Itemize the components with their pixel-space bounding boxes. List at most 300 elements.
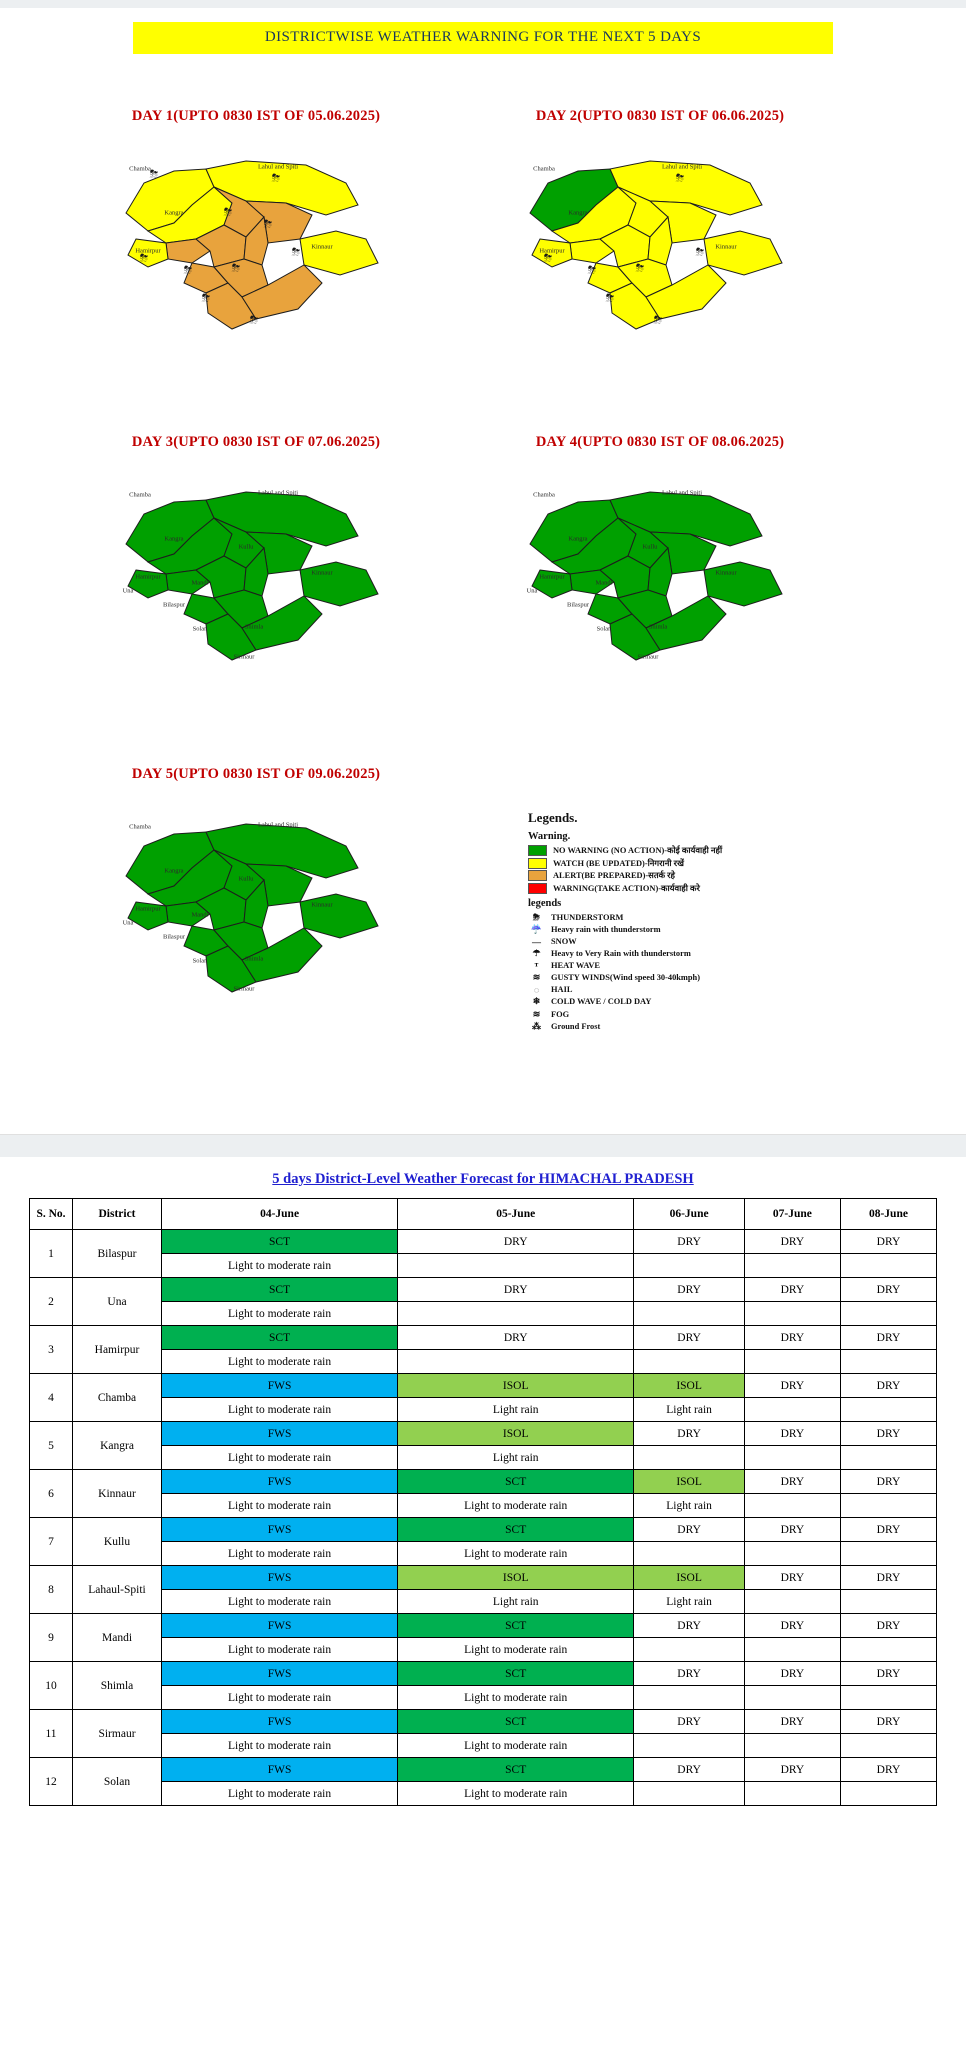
map-day-5-title: DAY 5(UPTO 0830 IST OF 09.06.2025): [131, 766, 381, 782]
legends-heading: Legends.: [528, 810, 578, 825]
legend-symbol-gusty-winds: [528, 972, 828, 983]
cell-sno: 8: [30, 1566, 73, 1614]
map-day-5-canvas: [96, 801, 416, 1021]
map-label-kinnaur: Kinnaur: [715, 569, 737, 577]
map-label-kullu: Kullu: [238, 543, 254, 551]
page-title: DISTRICTWISE WEATHER WARNING FOR THE NEXT 5 DAYS: [133, 22, 833, 54]
table-row-description: [30, 1638, 937, 1662]
legend-label: HAIL: [551, 985, 573, 994]
cell-forecast-description: Light to moderate rain: [162, 1638, 398, 1662]
maps-area: [0, 54, 966, 1134]
thunderstorm-icon: ⛈: [605, 292, 615, 305]
cell-forecast-description: Light to moderate rain: [162, 1446, 398, 1470]
cell-forecast-description: [744, 1734, 840, 1758]
legend-symbol-hail: [528, 985, 828, 995]
cell-district: Shimla: [73, 1662, 162, 1710]
cell-sno: 6: [30, 1470, 73, 1518]
cell-forecast-description: Light to moderate rain: [162, 1302, 398, 1326]
legend-symbol-ground-frost: [528, 1021, 828, 1032]
cell-forecast-description: Light to moderate rain: [162, 1254, 398, 1278]
cell-forecast-description: Light to moderate rain: [398, 1686, 634, 1710]
cell-forecast-code: FWS: [162, 1662, 398, 1686]
map-label-bilaspur: Bilaspur: [162, 933, 186, 941]
heavy-rain-icon: ☔: [530, 924, 543, 934]
table-row-description: [30, 1494, 937, 1518]
cell-forecast-description: [840, 1542, 936, 1566]
map-day-4-title: DAY 4(UPTO 0830 IST OF 08.06.2025): [535, 434, 785, 450]
thunderstorm-icon: ⛈: [695, 246, 705, 259]
cell-forecast-description: [840, 1302, 936, 1326]
cell-forecast-code: DRY: [634, 1710, 745, 1734]
cell-forecast-description: [840, 1350, 936, 1374]
cell-forecast-description: Light rain: [398, 1446, 634, 1470]
cell-forecast-code: FWS: [162, 1422, 398, 1446]
thunderstorm-icon: ⛈: [201, 292, 211, 305]
cell-forecast-description: [744, 1638, 840, 1662]
cell-forecast-code: DRY: [840, 1710, 936, 1734]
cell-forecast-description: [840, 1686, 936, 1710]
header-sno: S. No.: [30, 1199, 73, 1230]
cell-forecast-code: DRY: [634, 1230, 745, 1254]
cell-forecast-code: DRY: [840, 1662, 936, 1686]
legend-label: WARNING(TAKE ACTION)-कार्यवाही करे: [553, 883, 700, 893]
cell-forecast-description: [744, 1494, 840, 1518]
top-spacer: [0, 0, 966, 8]
map-label-hamirpur: Hamirpur: [539, 573, 565, 581]
cell-forecast-description: Light to moderate rain: [162, 1590, 398, 1614]
forecast-table: [29, 1198, 937, 1806]
thunderstorm-icon: ⛈: [587, 264, 597, 277]
cell-forecast-description: Light rain: [634, 1494, 745, 1518]
cell-forecast-description: [634, 1350, 745, 1374]
cell-forecast-description: Light to moderate rain: [398, 1494, 634, 1518]
cell-forecast-description: [840, 1734, 936, 1758]
table-row: [30, 1614, 937, 1638]
cell-forecast-code: FWS: [162, 1758, 398, 1782]
cell-forecast-description: [840, 1638, 936, 1662]
cell-forecast-description: Light to moderate rain: [398, 1734, 634, 1758]
cell-district: Kinnaur: [73, 1470, 162, 1518]
cell-forecast-code: DRY: [744, 1422, 840, 1446]
table-row-description: [30, 1782, 937, 1806]
thunderstorm-icon: ⛈: [271, 172, 281, 185]
cell-forecast-code: SCT: [398, 1662, 634, 1686]
map-day-5: [96, 766, 416, 1021]
cell-forecast-code: DRY: [840, 1518, 936, 1542]
cell-sno: 12: [30, 1758, 73, 1806]
map-day-2-canvas: [500, 143, 820, 353]
table-header-row: [30, 1199, 937, 1230]
cell-sno: 2: [30, 1278, 73, 1326]
cell-forecast-description: [840, 1590, 936, 1614]
map-label-shimla: Shimla: [244, 623, 264, 631]
header-day-4: 07-June: [744, 1199, 840, 1230]
cell-sno: 10: [30, 1662, 73, 1710]
map-label-sirmaur: Sirmaur: [233, 653, 255, 661]
cell-forecast-description: [744, 1350, 840, 1374]
map-day-3-canvas: [96, 469, 416, 689]
legends-symbols-heading: legends: [528, 897, 562, 909]
map-label-kangra: Kangra: [568, 209, 588, 217]
cell-district: Chamba: [73, 1374, 162, 1422]
cell-forecast-code: DRY: [744, 1326, 840, 1350]
map-label-chamba: Chamba: [533, 165, 555, 173]
map-label-chamba: Chamba: [129, 823, 151, 831]
legend-symbol-heavy-rain-thunderstorm: [528, 924, 828, 935]
map-day-3: [96, 434, 416, 689]
cell-forecast-code: DRY: [398, 1278, 634, 1302]
cell-district: Lahaul-Spiti: [73, 1566, 162, 1614]
cell-forecast-code: ISOL: [634, 1470, 745, 1494]
cell-forecast-code: DRY: [744, 1614, 840, 1638]
thunderstorm-icon: ⛈: [149, 168, 159, 181]
cell-forecast-code: FWS: [162, 1518, 398, 1542]
legend-symbol-thunderstorm: [528, 912, 828, 923]
cell-forecast-code: DRY: [744, 1278, 840, 1302]
legend-swatch-yellow: [528, 858, 547, 869]
map-label-kinnaur: Kinnaur: [311, 243, 333, 251]
legend-symbol-heavy-very-rain: [528, 948, 828, 959]
legend-swatch-orange: [528, 870, 547, 881]
header-day-3: 06-June: [634, 1199, 745, 1230]
table-row-description: [30, 1254, 937, 1278]
map-day-4: [500, 434, 820, 689]
cell-forecast-code: SCT: [162, 1230, 398, 1254]
heat-wave-icon: ᵀ: [534, 960, 539, 971]
cell-forecast-description: [634, 1446, 745, 1470]
cell-forecast-code: DRY: [840, 1614, 936, 1638]
map-label-mandi: Mandi: [191, 579, 209, 587]
table-row-description: [30, 1542, 937, 1566]
legend-label: GUSTY WINDS(Wind speed 30-40kmph): [551, 973, 701, 982]
cell-forecast-code: DRY: [840, 1422, 936, 1446]
cell-forecast-description: Light rain: [398, 1398, 634, 1422]
cell-forecast-code: SCT: [398, 1518, 634, 1542]
cell-forecast-code: DRY: [840, 1326, 936, 1350]
cell-forecast-description: Light rain: [634, 1590, 745, 1614]
map-label-shimla: Shimla: [244, 955, 264, 963]
thunderstorm-icon: ⛈: [653, 314, 663, 327]
legend-symbol-fog: [528, 1009, 828, 1020]
map-day-1-canvas: [96, 143, 416, 353]
cell-sno: 9: [30, 1614, 73, 1662]
legend-label: ALERT(BE PREPARED)-सतर्क रहे: [553, 871, 675, 880]
cell-forecast-description: Light to moderate rain: [162, 1734, 398, 1758]
forecast-table-section: [0, 1157, 966, 1806]
cell-district: Mandi: [73, 1614, 162, 1662]
cell-forecast-code: DRY: [634, 1758, 745, 1782]
cell-forecast-code: SCT: [162, 1278, 398, 1302]
table-row: [30, 1278, 937, 1302]
table-row: [30, 1662, 937, 1686]
map-label-una: Una: [122, 587, 134, 595]
legend-swatch-red: [528, 883, 547, 894]
map-label-kullu: Kullu: [642, 543, 658, 551]
cell-forecast-description: [840, 1494, 936, 1518]
cell-forecast-code: DRY: [744, 1566, 840, 1590]
legend-label: Heavy rain with thunderstorm: [551, 925, 661, 934]
legend-symbol-cold-wave: [528, 996, 828, 1007]
table-row-description: [30, 1446, 937, 1470]
cell-forecast-description: [634, 1254, 745, 1278]
cell-forecast-description: [744, 1782, 840, 1806]
map-label-sirmaur: Sirmaur: [637, 653, 659, 661]
cell-forecast-code: SCT: [162, 1326, 398, 1350]
cell-district: Una: [73, 1278, 162, 1326]
fog-icon: ≋: [532, 1008, 541, 1019]
table-row: [30, 1326, 937, 1350]
cell-forecast-code: SCT: [398, 1614, 634, 1638]
section-separator: [0, 1134, 966, 1157]
legend-symbol-snow: [528, 937, 828, 947]
cell-forecast-code: DRY: [634, 1422, 745, 1446]
legend-label: THUNDERSTORM: [551, 912, 624, 922]
table-row: [30, 1470, 937, 1494]
map-label-lahul-spiti: Lahul and Spiti: [661, 489, 703, 497]
legend-label: COLD WAVE / COLD DAY: [551, 997, 652, 1006]
map-label-chamba: Chamba: [533, 491, 555, 499]
legend-item-warning: [528, 883, 828, 894]
map-label-hamirpur: Hamirpur: [135, 573, 161, 581]
thunderstorm-icon: ⛈: [543, 252, 553, 265]
cell-forecast-description: Light to moderate rain: [162, 1350, 398, 1374]
cell-forecast-description: [840, 1782, 936, 1806]
map-label-hamirpur: Hamirpur: [135, 247, 161, 255]
map-label-mandi: Mandi: [595, 579, 613, 587]
cell-forecast-description: [634, 1542, 745, 1566]
cell-forecast-code: FWS: [162, 1470, 398, 1494]
cell-forecast-code: ISOL: [634, 1566, 745, 1590]
cell-forecast-code: DRY: [840, 1566, 936, 1590]
cell-forecast-description: Light to moderate rain: [162, 1686, 398, 1710]
cell-forecast-description: [634, 1734, 745, 1758]
map-label-kangra: Kangra: [164, 867, 184, 875]
legends-panel: [528, 810, 828, 1034]
legend-label: Ground Frost: [551, 1022, 601, 1031]
map-label-lahul-spiti: Lahul and Spiti: [257, 489, 299, 497]
cell-forecast-code: DRY: [840, 1278, 936, 1302]
cell-forecast-code: DRY: [744, 1518, 840, 1542]
cell-forecast-code: SCT: [398, 1758, 634, 1782]
cell-sno: 5: [30, 1422, 73, 1470]
table-row: [30, 1710, 937, 1734]
cell-forecast-description: Light to moderate rain: [398, 1542, 634, 1566]
cell-forecast-code: DRY: [840, 1470, 936, 1494]
snow-icon: —: [532, 936, 541, 947]
legend-item-watch: [528, 858, 828, 869]
cell-forecast-description: [744, 1686, 840, 1710]
cold-wave-icon: ❄: [532, 996, 541, 1006]
cell-forecast-code: DRY: [634, 1518, 745, 1542]
map-label-hamirpur: Hamirpur: [135, 905, 161, 913]
cell-forecast-code: DRY: [744, 1230, 840, 1254]
map-day-3-title: DAY 3(UPTO 0830 IST OF 07.06.2025): [131, 434, 381, 450]
cell-forecast-code: DRY: [744, 1758, 840, 1782]
thunderstorm-icon: ⛈: [291, 246, 301, 259]
cell-forecast-description: [634, 1638, 745, 1662]
map-label-shimla: Shimla: [648, 623, 668, 631]
cell-forecast-code: FWS: [162, 1614, 398, 1638]
thunderstorm-icon: ⛈: [675, 172, 685, 185]
legend-item-alert: [528, 870, 828, 881]
legend-label: Heavy to Very Rain with thunderstorm: [551, 949, 691, 958]
cell-district: Kullu: [73, 1518, 162, 1566]
header-day-5: 08-June: [840, 1199, 936, 1230]
map-label-lahul-spiti: Lahul and Spiti: [661, 163, 703, 171]
cell-forecast-code: ISOL: [398, 1566, 634, 1590]
map-label-mandi: Mandi: [191, 911, 209, 919]
map-label-hamirpur: Hamirpur: [539, 247, 565, 255]
thunderstorm-icon: ⛈: [249, 314, 259, 327]
thunderstorm-icon: ⛈: [223, 206, 233, 219]
map-label-una: Una: [526, 587, 538, 595]
table-row: [30, 1758, 937, 1782]
cell-forecast-description: Light rain: [398, 1590, 634, 1614]
cell-forecast-description: [744, 1398, 840, 1422]
thunderstorm-icon: ⛈: [532, 911, 541, 922]
map-day-1: [96, 108, 416, 353]
cell-forecast-description: [744, 1254, 840, 1278]
cell-sno: 7: [30, 1518, 73, 1566]
cell-forecast-code: ISOL: [398, 1422, 634, 1446]
map-label-sirmaur: Sirmaur: [233, 985, 255, 993]
cell-sno: 3: [30, 1326, 73, 1374]
cell-forecast-code: DRY: [398, 1326, 634, 1350]
forecast-table-body: [30, 1230, 937, 1806]
legend-label: WATCH (BE UPDATED)-निगरानी रखें: [553, 858, 684, 868]
thunderstorm-icon: ⛈: [139, 252, 149, 265]
map-label-kangra: Kangra: [164, 535, 184, 543]
map-day-2-title: DAY 2(UPTO 0830 IST OF 06.06.2025): [535, 108, 785, 124]
legend-symbol-heat-wave: [528, 961, 828, 971]
cell-forecast-description: [634, 1686, 745, 1710]
cell-forecast-code: DRY: [634, 1614, 745, 1638]
map-label-kinnaur: Kinnaur: [311, 901, 333, 909]
cell-forecast-code: FWS: [162, 1710, 398, 1734]
cell-forecast-code: DRY: [744, 1662, 840, 1686]
legend-label: SNOW: [551, 937, 577, 946]
legends-warning-heading: Warning.: [528, 831, 571, 842]
cell-forecast-description: [398, 1302, 634, 1326]
cell-forecast-description: [634, 1302, 745, 1326]
cell-forecast-description: [840, 1398, 936, 1422]
cell-forecast-code: ISOL: [634, 1374, 745, 1398]
map-label-kinnaur: Kinnaur: [311, 569, 333, 577]
ground-frost-icon: ⁂: [532, 1021, 541, 1031]
hail-icon: ◌: [533, 984, 540, 995]
cell-forecast-code: DRY: [840, 1230, 936, 1254]
cell-forecast-description: [744, 1542, 840, 1566]
map-label-solan: Solan: [596, 625, 612, 633]
cell-district: Bilaspur: [73, 1230, 162, 1278]
map-day-1-title: DAY 1(UPTO 0830 IST OF 05.06.2025): [131, 108, 381, 124]
table-row-description: [30, 1302, 937, 1326]
cell-district: Sirmaur: [73, 1710, 162, 1758]
header-day-1: 04-June: [162, 1199, 398, 1230]
cell-forecast-code: DRY: [840, 1758, 936, 1782]
legend-swatch-green: [528, 845, 547, 856]
table-row: [30, 1422, 937, 1446]
thunderstorm-icon: ⛈: [263, 218, 273, 231]
table-row: [30, 1566, 937, 1590]
cell-forecast-description: [744, 1590, 840, 1614]
map-label-solan: Solan: [192, 957, 208, 965]
legend-item-no-warning: [528, 845, 828, 856]
map-label-una: Una: [122, 919, 134, 927]
map-label-chamba: Chamba: [129, 491, 151, 499]
cell-forecast-code: DRY: [398, 1230, 634, 1254]
legend-label: HEAT WAVE: [551, 961, 600, 970]
cell-forecast-description: [840, 1254, 936, 1278]
cell-forecast-code: DRY: [840, 1374, 936, 1398]
cell-forecast-description: Light rain: [634, 1398, 745, 1422]
cell-forecast-code: ISOL: [398, 1374, 634, 1398]
cell-forecast-code: DRY: [634, 1278, 745, 1302]
map-label-bilaspur: Bilaspur: [566, 601, 590, 609]
table-row-description: [30, 1398, 937, 1422]
cell-sno: 1: [30, 1230, 73, 1278]
cell-forecast-description: [634, 1782, 745, 1806]
cell-forecast-description: [840, 1446, 936, 1470]
thunderstorm-icon: ⛈: [635, 262, 645, 275]
cell-forecast-description: Light to moderate rain: [162, 1398, 398, 1422]
table-row-description: [30, 1686, 937, 1710]
cell-forecast-description: [744, 1302, 840, 1326]
cell-forecast-code: FWS: [162, 1566, 398, 1590]
forecast-table-title: 5 days District-Level Weather Forecast for HIMACHAL PRADESH: [272, 1171, 694, 1187]
map-label-kangra: Kangra: [164, 209, 184, 217]
cell-forecast-code: DRY: [634, 1662, 745, 1686]
thunderstorm-icon: ⛈: [183, 264, 193, 277]
table-row-description: [30, 1734, 937, 1758]
table-row-description: [30, 1590, 937, 1614]
cell-forecast-description: Light to moderate rain: [398, 1782, 634, 1806]
map-label-lahul-spiti: Lahul and Spiti: [257, 821, 299, 829]
cell-district: Hamirpur: [73, 1326, 162, 1374]
cell-district: Kangra: [73, 1422, 162, 1470]
cell-forecast-code: SCT: [398, 1470, 634, 1494]
legend-label: NO WARNING (NO ACTION)-कोई कार्यवाही नहीं: [553, 846, 723, 855]
legend-label: FOG: [551, 1009, 570, 1019]
map-label-lahul-spiti: Lahul and Spiti: [257, 163, 299, 171]
gusty-winds-icon: ≋: [532, 972, 541, 982]
map-label-kullu: Kullu: [238, 875, 254, 883]
thunderstorm-icon: ⛈: [231, 262, 241, 275]
table-row: [30, 1230, 937, 1254]
map-day-4-canvas: [500, 469, 820, 689]
cell-forecast-code: DRY: [744, 1374, 840, 1398]
table-row: [30, 1374, 937, 1398]
cell-forecast-description: Light to moderate rain: [162, 1494, 398, 1518]
cell-forecast-description: Light to moderate rain: [162, 1542, 398, 1566]
cell-forecast-description: [744, 1446, 840, 1470]
header-district: District: [73, 1199, 162, 1230]
map-label-bilaspur: Bilaspur: [162, 601, 186, 609]
map-label-kangra: Kangra: [568, 535, 588, 543]
cell-forecast-description: Light to moderate rain: [398, 1638, 634, 1662]
map-label-kinnaur: Kinnaur: [715, 243, 737, 251]
table-row: [30, 1518, 937, 1542]
cell-sno: 11: [30, 1710, 73, 1758]
cell-forecast-description: Light to moderate rain: [162, 1782, 398, 1806]
cell-forecast-description: [398, 1254, 634, 1278]
table-row-description: [30, 1350, 937, 1374]
cell-forecast-code: DRY: [744, 1710, 840, 1734]
header-day-2: 05-June: [398, 1199, 634, 1230]
cell-forecast-code: FWS: [162, 1374, 398, 1398]
very-heavy-rain-icon: ☂: [532, 948, 541, 958]
cell-forecast-code: DRY: [744, 1470, 840, 1494]
